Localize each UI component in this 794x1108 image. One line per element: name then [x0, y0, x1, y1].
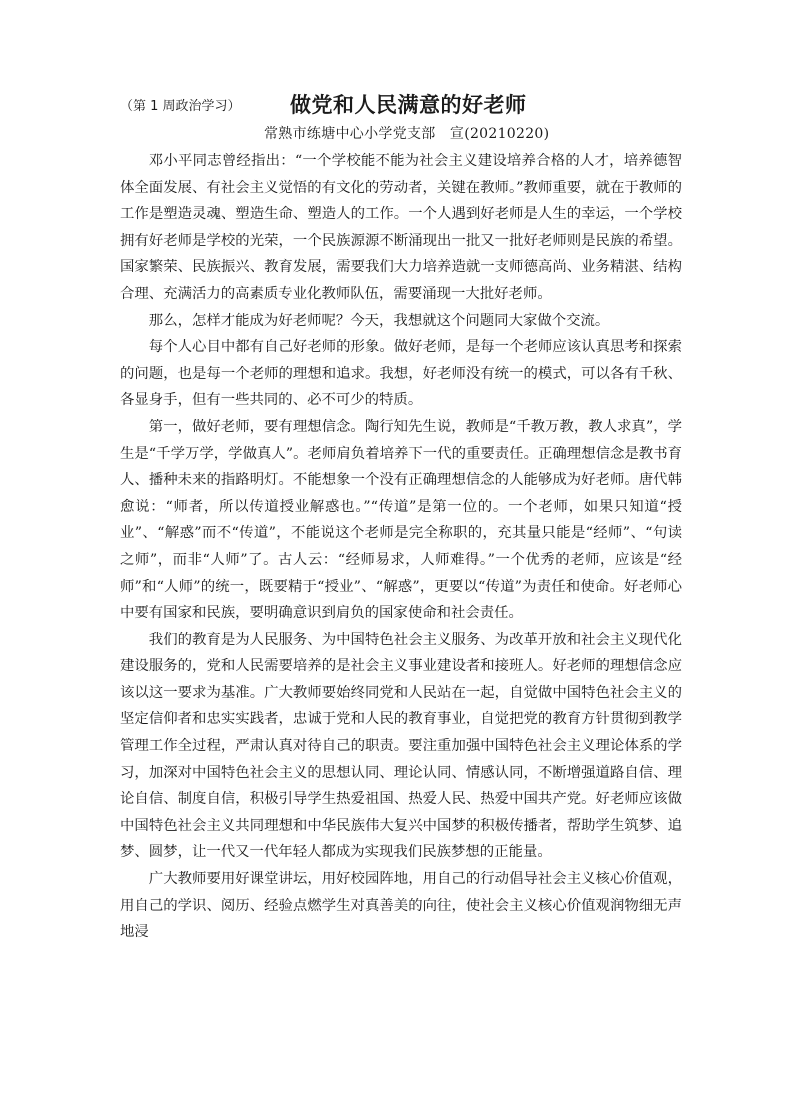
- article-body: [120, 148, 682, 946]
- paragraph: 邓小平同志曾经指出：“一个学校能不能为社会主义建设培养合格的人才，培养德智体全面发展、有社会主义觉悟的有文化的劳动者，关键在教师。”教师重要，就在于教师的工作是塑造灵魂、塑造生命、塑造人的工作。一个人遇到好老师是人生的幸运，一个学校拥有好老师是学校的光荣，一个民族源源不断涌现出一批又一批好老师则是民族的希望。国家繁荣、民族振兴、教育发展，需要我们大力培养造就一支师德高尚、业务精湛、结构合理、充满活力的高素质专业化教师队伍，需要涌现一大批好老师。: [120, 153, 682, 302]
- paragraph: 每个人心目中都有自己好老师的形象。做好老师，是每一个老师应该认真思考和探索的问题，也是每一个老师的理想和追求。我想，好老师没有统一的模式，可以各有千秋、各显身手，但有一些共同的、必不可少的特质。: [120, 339, 682, 409]
- paragraph: 那么，怎样才能成为好老师呢？今天，我想就这个问题同大家做个交流。: [148, 312, 610, 329]
- paragraph: 第一，做好老师，要有理想信念。陶行知先生说，教师是“千教万教，教人求真”，学生是“千学万学，学做真人”。老师肩负着培养下一代的重要责任。正确理想信念是教书育人、播种未来的指路明灯。不能想象一个没有正确理想信念的人能够成为好老师。唐代韩愈说：“师者，所以传道授业解惑也。”“传道”是第一位的。一个老师，如果只知道“授业”、“解惑”而不“传道”，不能说这个老师是完全称职的，充其量只能是“经师”、“句读之师”，而非“人师”了。古人云：“经师易求，人师难得。”一个优秀的老师，应该是“经师”和“人师”的统一，既要精于“授业”、“解惑”，更要以“传道”为责任和使命。好老师心中要有国家和民族，要明确意识到肩负的国家使命和社会责任。: [120, 418, 682, 622]
- byline: 常熟市练塘中心小学党支部 宣(20210220): [264, 126, 550, 142]
- paragraph: 广大教师要用好课堂讲坛，用好校园阵地，用自己的行动倡导社会主义核心价值观，用自己的学识、阅历、经验点燃学生对真善美的向往，使社会主义核心价值观润物细无声地浸: [120, 871, 682, 941]
- paragraph: 我们的教育是为人民服务、为中国特色社会主义服务、为改革开放和社会主义现代化建设服务的，党和人民需要培养的是社会主义事业建设者和接班人。好老师的理想信念应该以这一要求为基准。广大教师要始终同党和人民站在一起，自觉做中国特色社会主义的坚定信仰者和忠实实践者，忠诚于党和人民的教育事业，自觉把党的教育方针贯彻到教学管理工作全过程，严肃认真对待自己的职责。要注重加强中国特色社会主义理论体系的学习，加深对中国特色社会主义的思想认同、理论认同、情感认同，不断增强道路自信、理论自信、制度自信，积极引导学生热爱祖国、热爱人民、热爱中国共产党。好老师应该做中国特色社会主义共同理想和中华民族伟大复兴中国梦的积极传播者，帮助学生筑梦、追梦、圆梦，让一代又一代年轻人都成为实现我们民族梦想的正能量。: [120, 631, 682, 861]
- header: [120, 89, 720, 119]
- week-note: （第 1 周政治学习）: [120, 99, 241, 114]
- page-title: 做党和人民满意的好老师: [290, 93, 527, 117]
